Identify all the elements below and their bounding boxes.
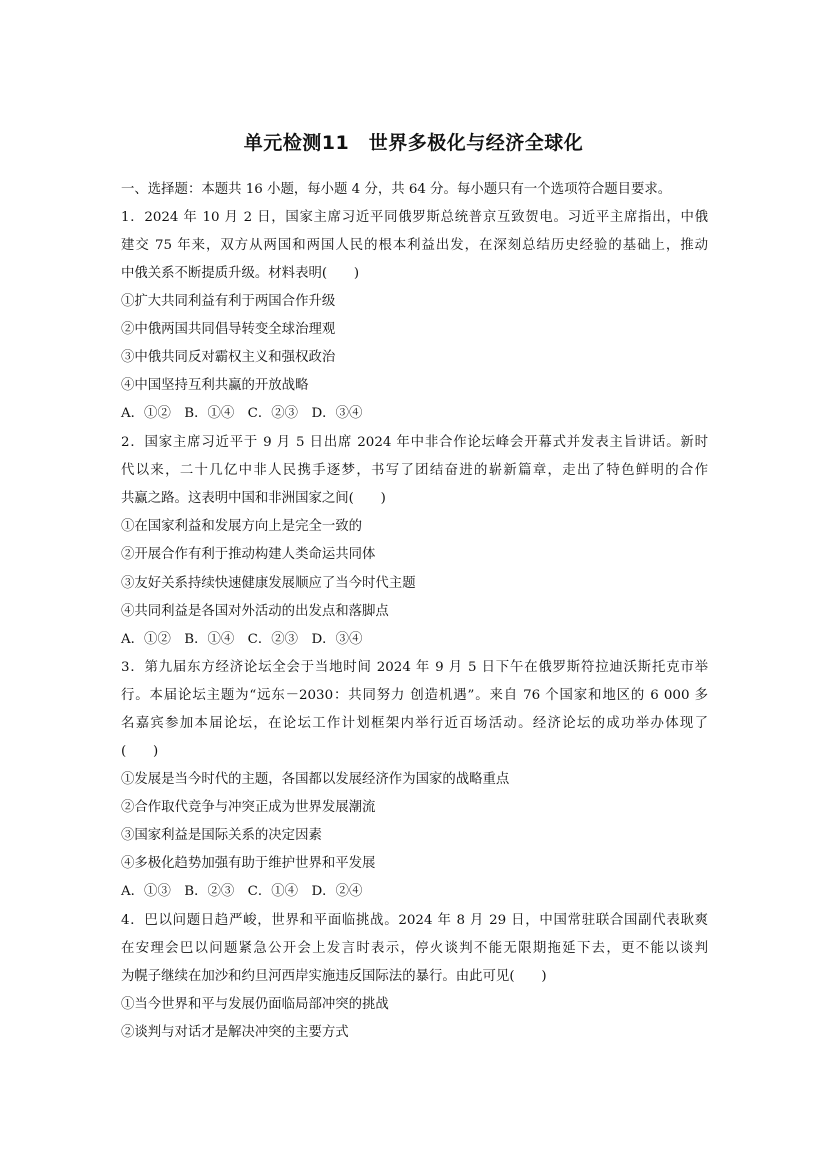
section-heading: 一、选择题：本题共 16 小题，每小题 4 分，共 64 分。每小题只有一个选项符合题目要求。: [121, 182, 672, 197]
question-3-statement: ③国家利益是国际关系的决定因素: [121, 828, 322, 843]
question-2-statement: ①在国家利益和发展方向上是完全一致的: [121, 519, 363, 534]
question-1-stem-line: 中俄关系不断提质升级。材料表明( ): [121, 266, 360, 281]
question-3-stem-line: ( ): [121, 744, 159, 759]
question-3-options: A．①③ B．②③ C．①④ D．②④: [121, 884, 363, 899]
question-4-stem-line: 为幌子继续在加沙和约旦河西岸实施违反国际法的暴行。由此可见( ): [121, 969, 547, 984]
question-2-stem-line: 共赢之路。这表明中国和非洲国家之间( ): [121, 491, 386, 506]
question-4-statement: ①当今世界和平与发展仍面临局部冲突的挑战: [121, 997, 389, 1012]
question-2-statement: ③友好关系持续快速健康发展顺应了当今时代主题: [121, 576, 416, 591]
question-3-stem-line: 3．第九届东方经济论坛全会于当地时间 2024 年 9 月 5 日下午在俄罗斯符拉迪沃斯托克市举: [121, 660, 708, 675]
question-2-stem-line: 2．国家主席习近平于 9 月 5 日出席 2024 年中非合作论坛峰会开幕式并发表主旨讲话。新时: [121, 435, 708, 450]
question-2-options: A．①② B．①④ C．②③ D．③④: [121, 632, 363, 647]
question-1-stem-line: 建交 75 年来，双方从两国和两国人民的根本利益出发，在深刻总结历史经验的基础上，推动: [121, 238, 708, 253]
question-1-statement: ④中国坚持互利共赢的开放战略: [121, 378, 309, 393]
question-1-statement: ②中俄两国共同倡导转变全球治理观: [121, 322, 336, 337]
question-2-stem-line: 代以来，二十几亿中非人民携手逐梦，书写了团结奋进的崭新篇章，走出了特色鲜明的合作: [121, 463, 708, 478]
question-1-stem-line: 1．2024 年 10 月 2 日，国家主席习近平同俄罗斯总统普京互致贺电。习近平主席指出，中俄: [121, 210, 708, 225]
page-title: 单元检测11 世界多极化与经济全球化: [243, 132, 584, 154]
question-4-stem-line: 4．巴以问题日趋严峻，世界和平面临挑战。2024 年 8 月 29 日，中国常驻联合国副代表耿爽: [121, 913, 708, 928]
question-2-statement: ④共同利益是各国对外活动的出发点和落脚点: [121, 604, 389, 619]
question-4-statement: ②谈判与对话才是解决冲突的主要方式: [121, 1025, 349, 1040]
question-3-stem-line: 行。本届论坛主题为“远东－2030：共同努力 创造机遇”。来自 76 个国家和地区的 6 000 多: [121, 688, 708, 703]
question-3-statement: ④多极化趋势加强有助于维护世界和平发展: [121, 856, 376, 871]
question-3-statement: ①发展是当今时代的主题，各国都以发展经济作为国家的战略重点: [121, 772, 510, 787]
question-2-statement: ②开展合作有利于推动构建人类命运共同体: [121, 547, 376, 562]
question-3-statement: ②合作取代竞争与冲突正成为世界发展潮流: [121, 800, 376, 815]
question-3-stem-line: 名嘉宾参加本届论坛，在论坛工作计划框架内举行近百场活动。经济论坛的成功举办体现了: [121, 716, 708, 731]
question-1-statement: ①扩大共同利益有利于两国合作升级: [121, 294, 336, 309]
question-4-stem-line: 在安理会巴以问题紧急公开会上发言时表示，停火谈判不能无限期拖延下去，更不能以谈判: [121, 941, 708, 956]
question-1-statement: ③中俄共同反对霸权主义和强权政治: [121, 350, 336, 365]
question-1-options: A．①② B．①④ C．②③ D．③④: [121, 406, 363, 421]
